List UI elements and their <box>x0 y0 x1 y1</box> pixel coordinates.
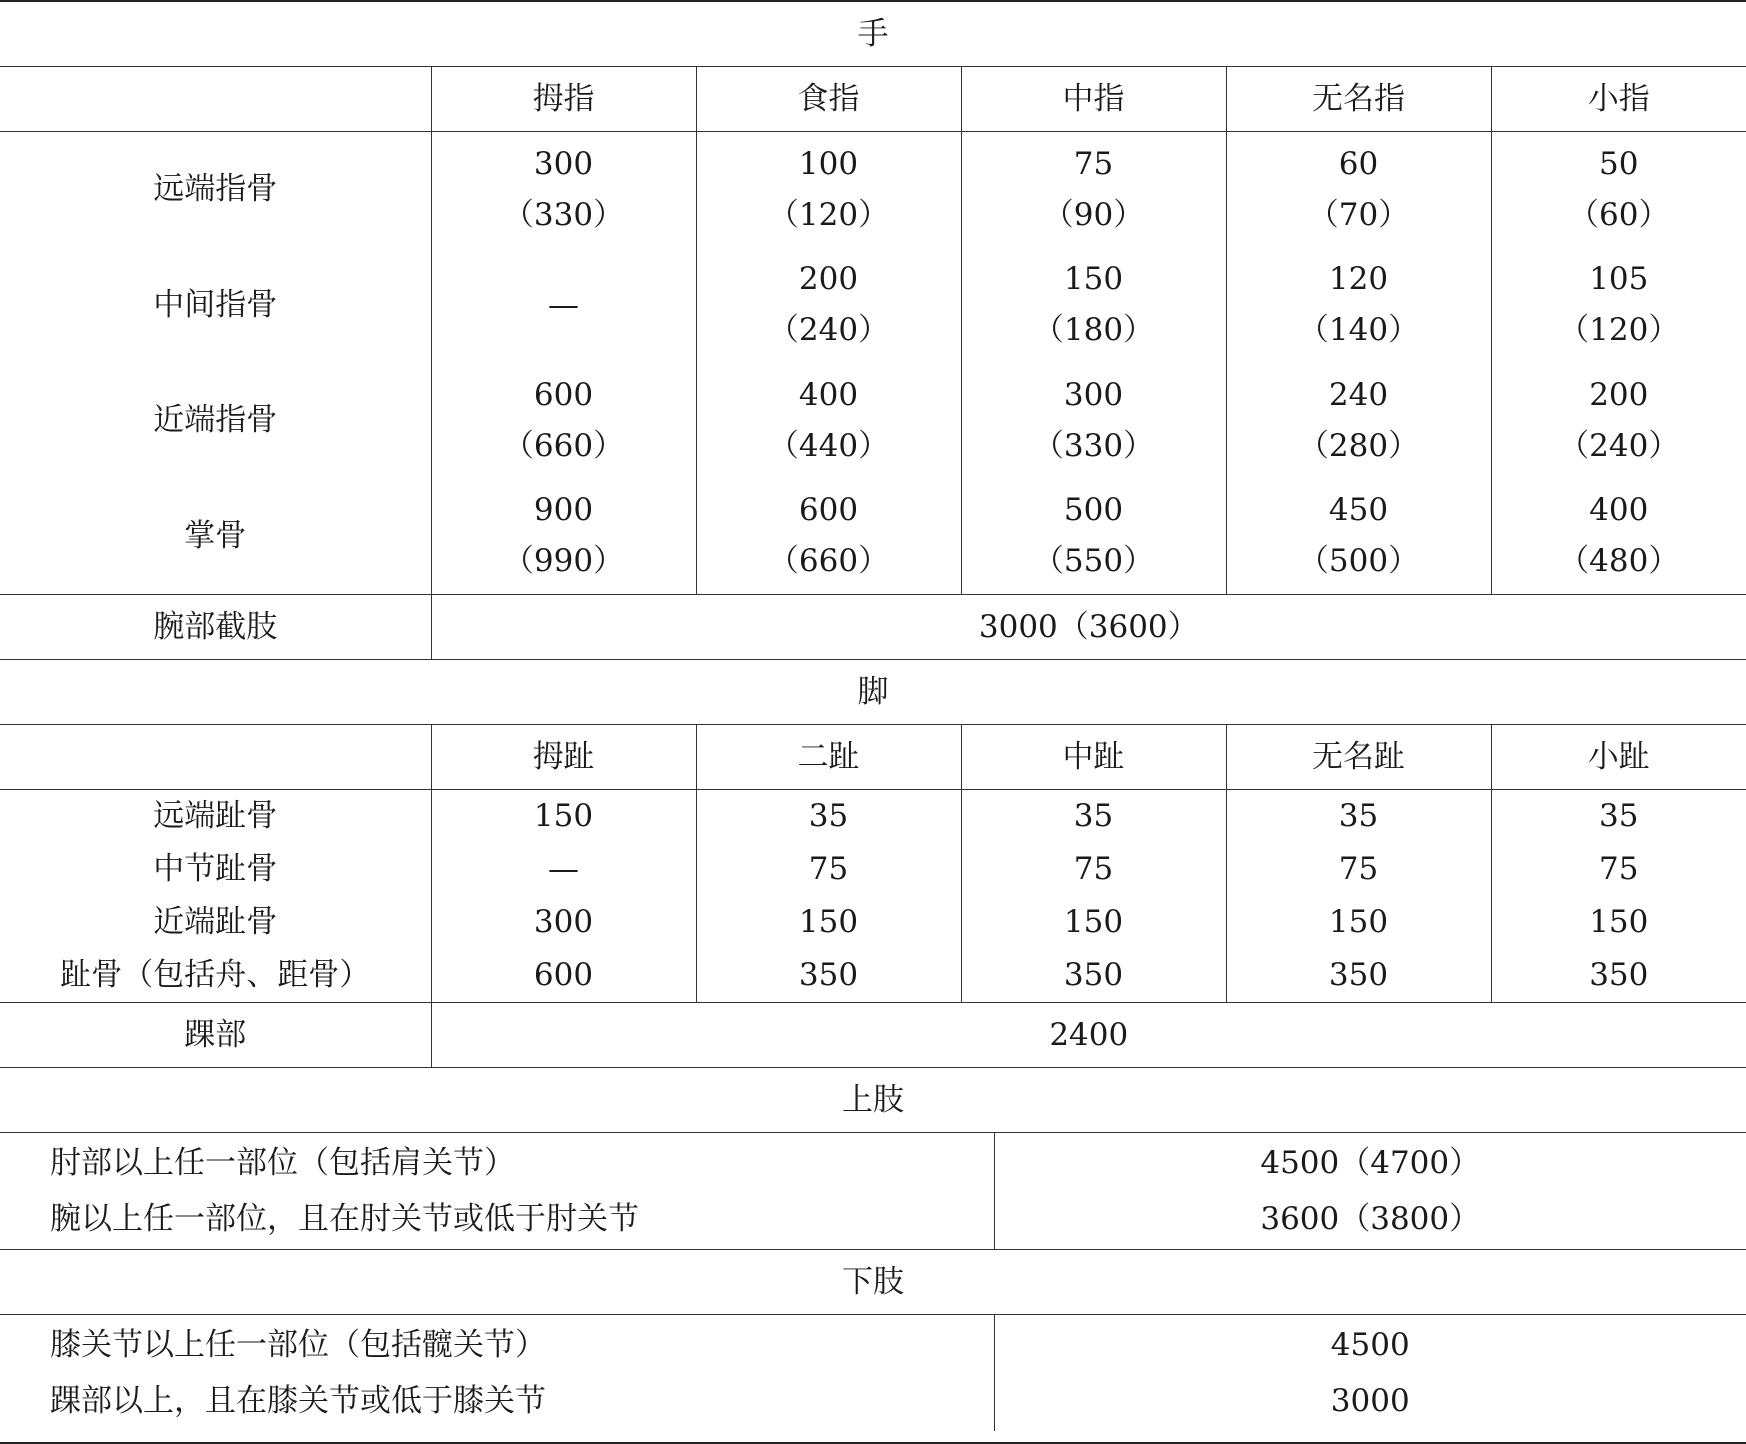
hand-row-labels <box>0 132 431 595</box>
lower-limb-labels <box>0 1315 994 1432</box>
upper-limb-body-row <box>0 1133 1746 1250</box>
foot-value: 350 <box>798 957 859 993</box>
foot-value: 75 <box>1599 851 1639 887</box>
hand-header-blank <box>0 67 431 132</box>
hand-value: 120 <box>1328 261 1389 298</box>
hand-value-sub: （180） <box>1032 312 1155 349</box>
hand-col-thumb: 拇指 <box>431 67 696 132</box>
hand-section-title: 手 <box>0 2 1746 67</box>
foot-col-little-toe: 小趾 <box>1491 725 1746 790</box>
hand-value-sub: （90） <box>1042 196 1145 233</box>
hand-value: 100 <box>798 145 859 182</box>
hand-value-sub: （120） <box>1558 312 1680 349</box>
foot-label-middle: 中节趾骨 <box>153 851 278 887</box>
lower-limb-value: 4500 <box>1330 1326 1410 1363</box>
foot-col-second-toe-values <box>696 790 961 1003</box>
hand-value-sub: （330） <box>1032 427 1155 464</box>
hand-value-sub: （500） <box>1297 543 1420 580</box>
hand-col-little: 小指 <box>1491 67 1746 132</box>
limb-table <box>0 1068 1746 1431</box>
foot-value: 600 <box>533 957 594 993</box>
upper-limb-values <box>994 1133 1746 1250</box>
hand-value-sub: （120） <box>767 196 890 233</box>
foot-label-distal: 远端趾骨 <box>153 798 278 834</box>
upper-limb-labels <box>0 1133 994 1250</box>
hand-col-ring-values <box>1226 132 1491 595</box>
ankle-value: 2400 <box>431 1003 1746 1068</box>
foot-col-fourth-toe: 无名趾 <box>1226 725 1491 790</box>
foot-value: 150 <box>1328 904 1389 940</box>
hand-value-sub: （60） <box>1568 196 1670 233</box>
hand-value-sub: （240） <box>1558 427 1680 464</box>
hand-value: 240 <box>1328 376 1389 413</box>
hand-value-sub: （550） <box>1032 543 1155 580</box>
foot-value: 300 <box>533 904 594 940</box>
foot-value: 35 <box>808 798 849 834</box>
foot-label-metatarsal: 趾骨（包括舟、距骨） <box>60 957 371 993</box>
hand-value: 50 <box>1599 145 1639 182</box>
hand-col-middle-values <box>961 132 1226 595</box>
foot-value: 35 <box>1073 798 1114 834</box>
hand-label-metacarpal: 掌骨 <box>184 517 247 554</box>
hand-value: 900 <box>533 492 594 529</box>
foot-col-little-toe-values <box>1491 790 1746 1003</box>
hand-value: — <box>548 286 579 323</box>
upper-limb-label: 肘部以上任一部位（包括肩关节） <box>50 1144 515 1181</box>
foot-col-middle-toe-values <box>961 790 1226 1003</box>
hand-col-middle: 中指 <box>961 67 1226 132</box>
foot-row-labels <box>0 790 431 1003</box>
upper-limb-title-row <box>0 1068 1746 1133</box>
hand-col-little-values <box>1491 132 1746 595</box>
foot-col-big-toe: 拇趾 <box>431 725 696 790</box>
foot-header-row <box>0 725 1746 790</box>
foot-value: 350 <box>1328 957 1389 993</box>
foot-value: 35 <box>1599 798 1639 834</box>
foot-value: 75 <box>1338 851 1379 887</box>
hand-value-sub: （70） <box>1307 196 1410 233</box>
foot-value: 35 <box>1338 798 1379 834</box>
hand-col-index: 食指 <box>696 67 961 132</box>
lower-limb-title: 下肢 <box>0 1250 1746 1315</box>
hand-value: 300 <box>1063 376 1124 413</box>
hand-value: 600 <box>533 376 594 413</box>
hand-value-sub: （330） <box>502 196 625 233</box>
foot-value: 350 <box>1063 957 1124 993</box>
foot-col-second-toe: 二趾 <box>696 725 961 790</box>
hand-section-title-row <box>0 2 1746 67</box>
lower-limb-value: 3000 <box>1330 1382 1410 1419</box>
hand-value: 75 <box>1073 145 1114 182</box>
hand-value: 400 <box>1589 492 1649 529</box>
foot-value: 150 <box>798 904 859 940</box>
hand-value: 300 <box>533 145 594 182</box>
hand-value: 200 <box>1589 376 1649 413</box>
ankle-row <box>0 1003 1746 1068</box>
main-table <box>0 2 1746 1068</box>
hand-value: 600 <box>798 492 859 529</box>
hand-value: 200 <box>798 261 859 298</box>
hand-value-sub: （440） <box>767 427 890 464</box>
foot-value: 350 <box>1589 957 1649 993</box>
hand-label-proximal: 近端指骨 <box>153 402 278 439</box>
hand-header-row <box>0 67 1746 132</box>
foot-value: 150 <box>533 798 594 834</box>
hand-value: 150 <box>1063 261 1124 298</box>
hand-body-row <box>0 132 1746 595</box>
hand-label-distal: 远端指骨 <box>153 171 278 208</box>
lower-limb-label: 踝部以上，且在膝关节或低于膝关节 <box>50 1382 546 1419</box>
foot-header-blank <box>0 725 431 790</box>
foot-value: 75 <box>1073 851 1114 887</box>
foot-value: 150 <box>1063 904 1124 940</box>
hand-value-sub: （660） <box>502 427 625 464</box>
foot-col-big-toe-values <box>431 790 696 1003</box>
hand-value: 500 <box>1063 492 1124 529</box>
lower-limb-values <box>994 1315 1746 1432</box>
foot-section-title-row <box>0 660 1746 725</box>
hand-label-middle: 中间指骨 <box>153 286 278 323</box>
hand-value-sub: （660） <box>767 543 890 580</box>
hand-col-index-values <box>696 132 961 595</box>
hand-value: 450 <box>1328 492 1389 529</box>
wrist-row <box>0 595 1746 660</box>
hand-value-sub: （240） <box>767 312 890 349</box>
lower-limb-label: 膝关节以上任一部位（包括髋关节） <box>50 1326 546 1363</box>
wrist-value: 3000（3600） <box>431 595 1746 660</box>
hand-value-sub: （140） <box>1297 312 1420 349</box>
foot-label-proximal: 近端趾骨 <box>153 904 278 940</box>
foot-section-title: 脚 <box>0 660 1746 725</box>
wrist-label: 腕部截肢 <box>0 595 431 660</box>
foot-value: 150 <box>1589 904 1649 940</box>
foot-col-fourth-toe-values <box>1226 790 1491 1003</box>
foot-col-middle-toe: 中趾 <box>961 725 1226 790</box>
ankle-label: 踝部 <box>0 1003 431 1068</box>
hand-col-ring: 无名指 <box>1226 67 1491 132</box>
hand-col-thumb-values <box>431 132 696 595</box>
foot-value: 75 <box>808 851 849 887</box>
hand-value: 60 <box>1338 145 1379 182</box>
foot-value: — <box>548 851 579 887</box>
lower-limb-title-row <box>0 1250 1746 1315</box>
lower-limb-body-row <box>0 1315 1746 1432</box>
upper-limb-value: 3600（3800） <box>1260 1200 1481 1237</box>
upper-limb-value: 4500（4700） <box>1260 1144 1481 1181</box>
hand-value-sub: （990） <box>502 543 625 580</box>
hand-value: 105 <box>1589 261 1649 298</box>
hand-value: 400 <box>798 376 859 413</box>
hand-value-sub: （480） <box>1558 543 1680 580</box>
hand-value-sub: （280） <box>1297 427 1420 464</box>
foot-body-row <box>0 790 1746 1003</box>
upper-limb-title: 上肢 <box>0 1068 1746 1133</box>
upper-limb-label: 腕以上任一部位，且在肘关节或低于肘关节 <box>50 1200 639 1237</box>
